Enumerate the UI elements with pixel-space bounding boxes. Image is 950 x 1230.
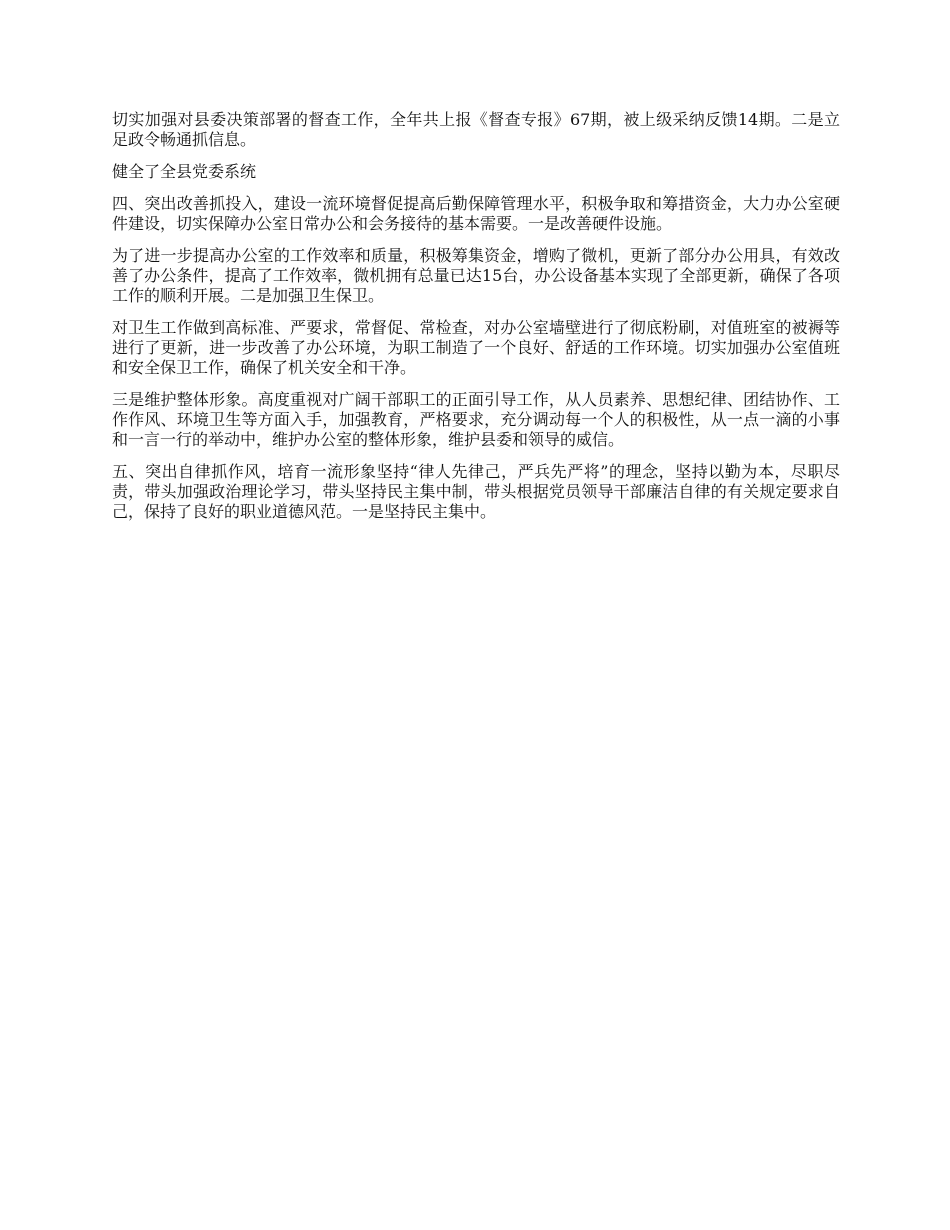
paragraph-1: 切实加强对县委决策部署的督查工作，全年共上报《督查专报》67期，被上级采纳反馈14期。二是立足政令畅通抓信息。	[112, 110, 840, 149]
paragraph-6: 三是维护整体形象。高度重视对广阔干部职工的正面引导工作，从人员素养、思想纪律、团结协作、工作作风、环境卫生等方面入手，加强教育，严格要求，充分调动每一个人的积极性，从一点一滴的小事和一言一行的举动中，维护办公室的整体形象，维护县委和领导的威信。	[112, 390, 840, 449]
document-body	[112, 110, 840, 534]
paragraph-2: 健全了全县党委系统	[112, 162, 257, 181]
paragraph-4: 为了进一步提高办公室的工作效率和质量，积极筹集资金，增购了微机，更新了部分办公用具，有效改善了办公条件，提高了工作效率，微机拥有总量已达15台，办公设备基本实现了全部更新，确保了各项工作的顺利开展。二是加强卫生保卫。	[112, 246, 840, 305]
paragraph-3: 四、突出改善抓投入，建设一流环境督促提高后勤保障管理水平，积极争取和筹措资金，大力办公室硬件建设，切实保障办公室日常办公和会务接待的基本需要。一是改善硬件设施。	[112, 194, 840, 233]
paragraph-7: 五、突出自律抓作风，培育一流形象坚持“律人先律己，严兵先严将”的理念，坚持以勤为本，尽职尽责，带头加强政治理论学习，带头坚持民主集中制，带头根据党员领导干部廉洁自律的有关规定要求自己，保持了良好的职业道德风范。一是坚持民主集中。	[112, 462, 840, 521]
paragraph-5: 对卫生工作做到高标准、严要求，常督促、常检查，对办公室墙壁进行了彻底粉刷，对值班室的被褥等进行了更新，进一步改善了办公环境，为职工制造了一个良好、舒适的工作环境。切实加强办公室值班和安全保卫工作，确保了机关安全和干净。	[112, 318, 840, 377]
